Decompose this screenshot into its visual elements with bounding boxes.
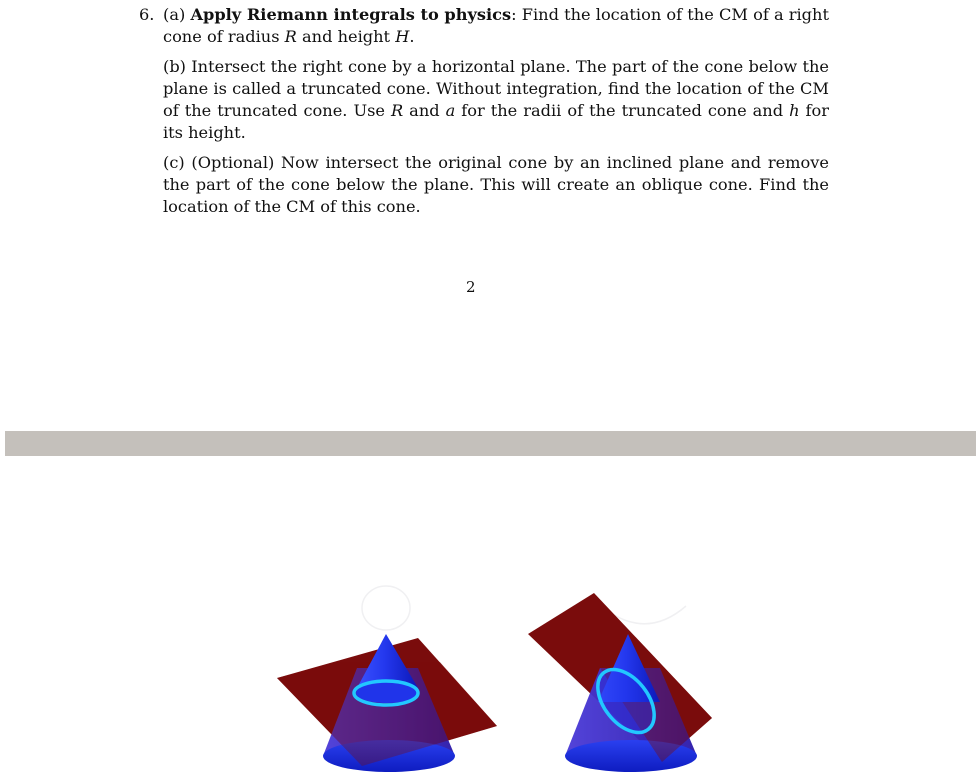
var-R: R (390, 101, 404, 120)
problem-number: 6. (139, 5, 155, 24)
part-b-text-2: and (403, 101, 446, 120)
left-cone-figure (277, 586, 497, 772)
part-b-text (163, 56, 829, 144)
part-c-text: (c) (Optional) Now intersect the original cone by an inclined plane and remove the part of the cone below the plane. This will create an oblique cone. Find the location of the CM of this cone. (163, 153, 829, 216)
var-H: H (395, 27, 410, 46)
faint-circle-artifact (362, 586, 410, 630)
part-a-text-1: : Find the location of the CM of a right cone of radius (163, 5, 829, 46)
part-b-text-3: for the radii of the truncated cone and (455, 101, 790, 120)
part-a-text-3: . (409, 27, 415, 46)
part-b-text-4: for its height. (163, 101, 830, 142)
part-b-text-1: (b) Intersect the right cone by a horizontal plane. The part of the cone below the plane is called a truncated cone. Without integration, find the location of the CM of the truncated cone. Use (163, 57, 829, 120)
right-cone-figure (528, 593, 712, 772)
var-R: R (284, 27, 297, 46)
var-a: a (445, 101, 456, 120)
part-a (139, 4, 829, 48)
part-a-title: Apply Riemann integrals to physics (190, 5, 512, 24)
page-number: 2 (466, 278, 476, 296)
part-a-text-2: and height (296, 27, 396, 46)
part-a-text (163, 4, 829, 48)
part-a-label: (a) (163, 5, 186, 24)
cones-figure (0, 456, 976, 784)
var-h: h (789, 101, 800, 120)
page-separator (5, 431, 976, 456)
problem-6 (139, 4, 829, 218)
